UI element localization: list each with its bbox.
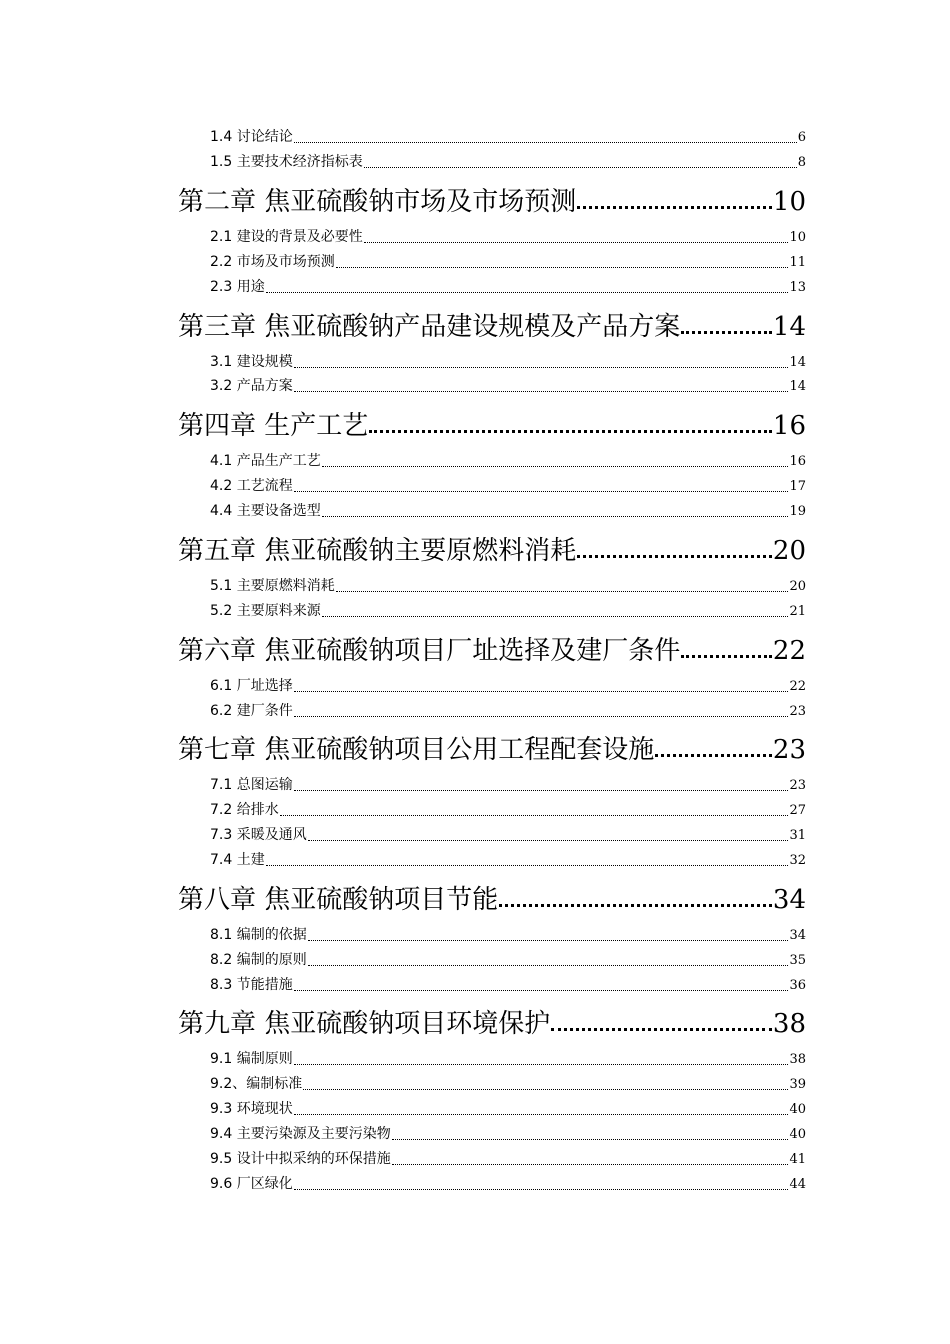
- toc-leader: [364, 151, 797, 173]
- toc-chapter-page: 34: [772, 885, 806, 915]
- toc-entry-label: 2.2 市场及市场预测: [210, 254, 335, 270]
- toc-entry[interactable]: [210, 1073, 806, 1095]
- toc-entry-label: 3.2 产品方案: [210, 378, 293, 394]
- toc-entry[interactable]: [210, 774, 806, 796]
- toc-entry-page: 23: [789, 778, 806, 793]
- toc-entry-label: 9.2、编制标准: [210, 1076, 303, 1092]
- toc-chapter[interactable]: [178, 306, 806, 342]
- toc-entry-label: 7.2 给排水: [210, 802, 279, 818]
- toc-chapter-page: 22: [772, 636, 806, 666]
- toc-entry-label: 8.2 编制的原则: [210, 952, 307, 968]
- toc-leader: [266, 276, 789, 298]
- toc-entry-page: 14: [789, 379, 806, 394]
- toc-entry-label: 7.3 采暖及通风: [210, 827, 307, 843]
- toc-chapter-label: 第九章 焦亚硫酸钠项目环境保护: [178, 1009, 551, 1039]
- toc-leader: [308, 924, 789, 946]
- toc-leader: [294, 1098, 789, 1120]
- toc-leader: [392, 1123, 789, 1145]
- toc-chapter-label: 第五章 焦亚硫酸钠主要原燃料消耗: [178, 536, 577, 566]
- toc-leader: [266, 849, 789, 871]
- toc-entry-page: 34: [789, 928, 806, 943]
- toc-entry-label: 7.1 总图运输: [210, 777, 293, 793]
- toc-leader: [322, 450, 789, 472]
- toc-chapter[interactable]: [178, 879, 806, 915]
- toc-entry-page: 38: [789, 1052, 806, 1067]
- toc-entry[interactable]: [210, 500, 806, 522]
- toc-entry[interactable]: [210, 974, 806, 996]
- toc-entry-label: 2.3 用途: [210, 279, 265, 295]
- toc-entry-page: 11: [789, 255, 806, 270]
- toc-leader: [294, 475, 789, 497]
- toc-chapter-label: 第三章 焦亚硫酸钠产品建设规模及产品方案: [178, 312, 681, 342]
- toc-entry-page: 6: [797, 130, 806, 145]
- toc-entry-page: 16: [789, 454, 806, 469]
- toc-entry[interactable]: [210, 849, 806, 871]
- toc-leader: [294, 774, 789, 796]
- toc-entry-page: 20: [789, 579, 806, 594]
- toc-entry-label: 9.5 设计中拟采纳的环保措施: [210, 1151, 391, 1167]
- toc-leader: [322, 600, 789, 622]
- toc-entry[interactable]: [210, 475, 806, 497]
- toc-entry[interactable]: [210, 1098, 806, 1120]
- toc-entry-page: 22: [789, 679, 806, 694]
- toc-leader: [308, 824, 789, 846]
- toc-entry-page: 41: [789, 1152, 806, 1167]
- toc-leader: [681, 306, 772, 342]
- toc-entry[interactable]: [210, 700, 806, 722]
- toc-entry[interactable]: [210, 924, 806, 946]
- toc-chapter[interactable]: [178, 530, 806, 566]
- toc-entry[interactable]: [210, 675, 806, 697]
- toc-leader: [336, 575, 789, 597]
- toc-chapter-page: 20: [772, 536, 806, 566]
- toc-entry-page: 32: [789, 853, 806, 868]
- toc-entry-page: 35: [789, 953, 806, 968]
- toc-leader: [577, 530, 772, 566]
- toc-chapter-page: 38: [772, 1009, 806, 1039]
- toc-entry-label: 7.4 土建: [210, 852, 265, 868]
- toc-entry-page: 14: [789, 355, 806, 370]
- toc-entry-page: 39: [789, 1077, 806, 1092]
- toc-entry-page: 23: [789, 704, 806, 719]
- toc-leader: [577, 181, 772, 217]
- toc-entry[interactable]: [210, 450, 806, 472]
- toc-entry-label: 4.1 产品生产工艺: [210, 453, 321, 469]
- toc-leader: [294, 675, 789, 697]
- toc-entry[interactable]: [210, 575, 806, 597]
- toc-chapter[interactable]: [178, 405, 806, 441]
- toc-entry-label: 5.2 主要原料来源: [210, 603, 321, 619]
- toc-leader: [308, 949, 789, 971]
- toc-entry-label: 9.3 环境现状: [210, 1101, 293, 1117]
- toc-entry-label: 6.1 厂址选择: [210, 678, 293, 694]
- toc-entry[interactable]: [210, 276, 806, 298]
- toc-leader: [294, 1173, 789, 1195]
- toc-entry[interactable]: [210, 949, 806, 971]
- toc-entry[interactable]: [210, 824, 806, 846]
- toc-entry-label: 5.1 主要原燃料消耗: [210, 578, 335, 594]
- toc-chapter[interactable]: [178, 181, 806, 217]
- toc-leader: [551, 1003, 772, 1039]
- toc-entry-page: 36: [789, 978, 806, 993]
- toc-chapter[interactable]: [178, 1003, 806, 1039]
- toc-leader: [294, 351, 789, 373]
- toc-entry-page: 13: [789, 280, 806, 295]
- toc-entry-page: 8: [797, 155, 806, 170]
- toc-chapter-label: 第四章 生产工艺: [178, 411, 369, 441]
- toc-entry-page: 10: [789, 230, 806, 245]
- toc-entry[interactable]: [210, 799, 806, 821]
- toc-chapter-label: 第二章 焦亚硫酸钠市场及市场预测: [178, 187, 577, 217]
- toc-chapter-page: 16: [772, 411, 806, 441]
- toc-leader: [336, 251, 789, 273]
- toc-entry-page: 27: [789, 803, 806, 818]
- toc-entry-page: 40: [789, 1127, 806, 1142]
- toc-entry-label: 8.1 编制的依据: [210, 927, 307, 943]
- toc-chapter-label: 第七章 焦亚硫酸钠项目公用工程配套设施: [178, 735, 655, 765]
- toc-leader: [499, 879, 772, 915]
- toc-chapter[interactable]: [178, 729, 806, 765]
- toc-entry-label: 2.1 建设的背景及必要性: [210, 229, 363, 245]
- toc-leader: [655, 729, 772, 765]
- toc-entry[interactable]: [210, 1173, 806, 1195]
- toc-entry[interactable]: [210, 351, 806, 373]
- toc-entry[interactable]: [210, 126, 806, 148]
- toc-chapter-page: 23: [772, 735, 806, 765]
- toc-entry-label: 4.2 工艺流程: [210, 478, 293, 494]
- toc-entry[interactable]: [210, 251, 806, 273]
- toc-chapter[interactable]: [178, 630, 806, 666]
- toc-leader: [392, 1148, 789, 1170]
- toc-leader: [294, 375, 789, 397]
- toc-entry-label: 4.4 主要设备选型: [210, 503, 321, 519]
- toc-entry-page: 21: [789, 604, 806, 619]
- toc-entry-label: 1.4 讨论结论: [210, 129, 293, 145]
- toc-entry-label: 8.3 节能措施: [210, 977, 293, 993]
- toc-leader: [369, 405, 772, 441]
- toc-chapter-page: 14: [772, 312, 806, 342]
- toc-leader: [280, 799, 789, 821]
- toc-entry-page: 17: [789, 479, 806, 494]
- toc-leader: [364, 226, 789, 248]
- toc-entry[interactable]: [210, 151, 806, 173]
- toc-entry-label: 9.6 厂区绿化: [210, 1176, 293, 1192]
- toc-chapter-page: 10: [772, 187, 806, 217]
- toc-chapter-label: 第六章 焦亚硫酸钠项目厂址选择及建厂条件: [178, 636, 681, 666]
- toc-entry[interactable]: [210, 600, 806, 622]
- toc-entry-page: 31: [789, 828, 806, 843]
- toc-leader: [294, 700, 789, 722]
- toc-entry-label: 3.1 建设规模: [210, 354, 293, 370]
- toc-entry-label: 1.5 主要技术经济指标表: [210, 154, 363, 170]
- toc-entry[interactable]: [210, 375, 806, 397]
- toc-leader: [681, 630, 772, 666]
- toc-leader: [294, 126, 797, 148]
- toc-entry-page: 40: [789, 1102, 806, 1117]
- toc-chapter-label: 第八章 焦亚硫酸钠项目节能: [178, 885, 499, 915]
- toc-entry[interactable]: [210, 1048, 806, 1070]
- toc-leader: [294, 974, 789, 996]
- toc-entry[interactable]: [210, 1148, 806, 1170]
- toc-leader: [322, 500, 789, 522]
- toc-entry-page: 44: [789, 1177, 806, 1192]
- toc-entry[interactable]: [210, 1123, 806, 1145]
- toc-entry-label: 6.2 建厂条件: [210, 703, 293, 719]
- toc-entry-label: 9.1 编制原则: [210, 1051, 293, 1067]
- toc-entry-label: 9.4 主要污染源及主要污染物: [210, 1126, 391, 1142]
- toc-leader: [303, 1073, 788, 1095]
- toc-leader: [294, 1048, 789, 1070]
- toc-entry-page: 19: [789, 504, 806, 519]
- toc-entry[interactable]: [210, 226, 806, 248]
